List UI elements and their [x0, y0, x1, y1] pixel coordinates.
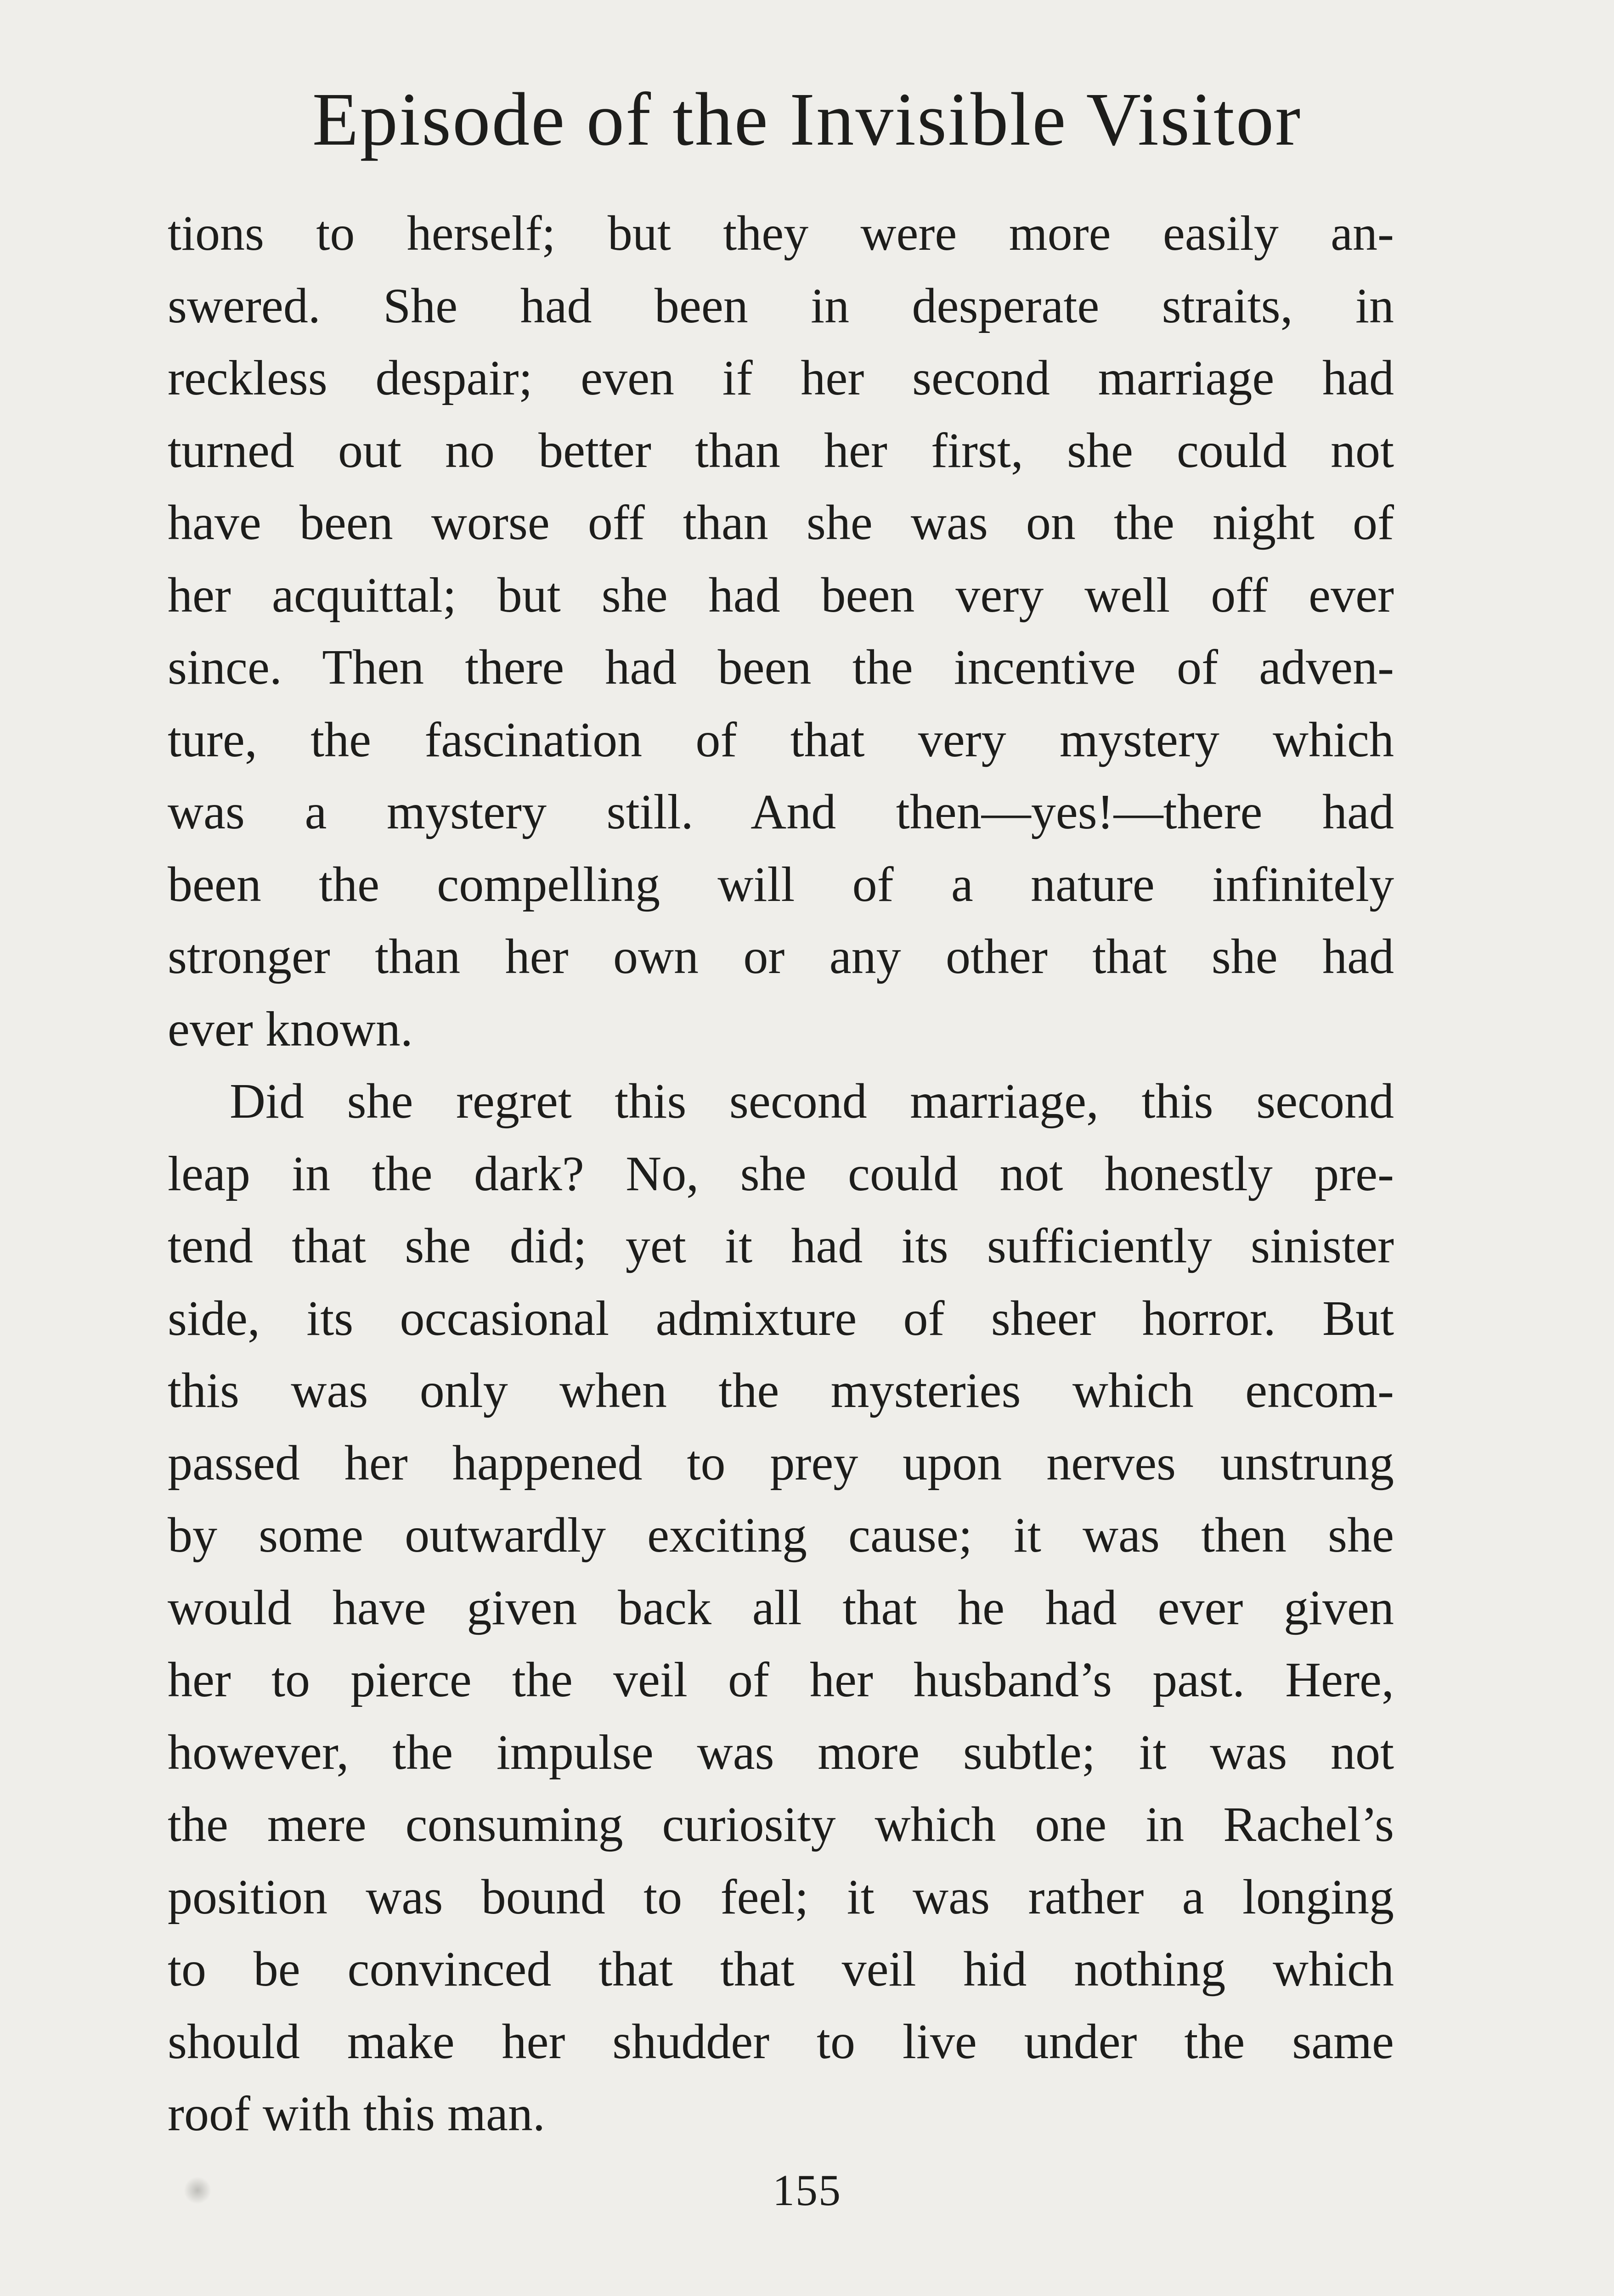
running-head: Episode of the Invisible Visitor: [312, 77, 1302, 161]
page-number: 155: [773, 2166, 841, 2215]
text-line: would have given back all that he had ever given: [168, 1580, 1394, 1635]
text-line: have been worse off than she was on the night of: [168, 495, 1394, 550]
text-line: to be convinced that that veil hid nothing which: [168, 1942, 1394, 1997]
text-line: roof with this man.: [168, 2087, 545, 2141]
text-line: passed her happened to prey upon nerves unstrung: [168, 1435, 1394, 1491]
text-line: ever known.: [168, 1002, 413, 1057]
text-line: tend that she did; yet it had its sufficiently sinister: [168, 1219, 1394, 1273]
text-line: was a mystery still. And then—yes!—there had: [168, 785, 1394, 839]
text-line: side, its occasional admixture of sheer horror. But: [168, 1291, 1394, 1346]
text-line: her acquittal; but she had been very well off ever: [168, 568, 1394, 623]
text-line: turned out no better than her first, she could not: [168, 423, 1394, 478]
text-line: leap in the dark? No, she could not honestly pre-: [168, 1146, 1394, 1201]
text-line: should make her shudder to live under the same: [168, 2014, 1394, 2069]
text-line: tions to herself; but they were more easily an-: [168, 206, 1394, 261]
text-line: this was only when the mysteries which encom-: [168, 1363, 1394, 1418]
text-line: stronger than her own or any other that she had: [168, 929, 1394, 984]
text-line: reckless despair; even if her second marriage had: [168, 351, 1394, 405]
text-line: since. Then there had been the incentive of adven-: [168, 640, 1394, 695]
body-text: [168, 197, 1394, 2150]
text-line: swered. She had been in desperate straits, in: [168, 278, 1394, 333]
text-line: by some outwardly exciting cause; it was then she: [168, 1508, 1394, 1563]
text-line: however, the impulse was more subtle; it was not: [168, 1725, 1394, 1780]
text-line: ture, the fascination of that very mystery which: [168, 712, 1394, 767]
text-line: the mere consuming curiosity which one in Rachel’s: [168, 1797, 1394, 1852]
text-line: her to pierce the veil of her husband’s past. Here,: [168, 1653, 1394, 1707]
text-line: Did she regret this second marriage, this second: [230, 1074, 1394, 1129]
text-line: position was bound to feel; it was rather a longing: [168, 1869, 1394, 1925]
text-line: been the compelling will of a nature infinitely: [168, 857, 1394, 912]
